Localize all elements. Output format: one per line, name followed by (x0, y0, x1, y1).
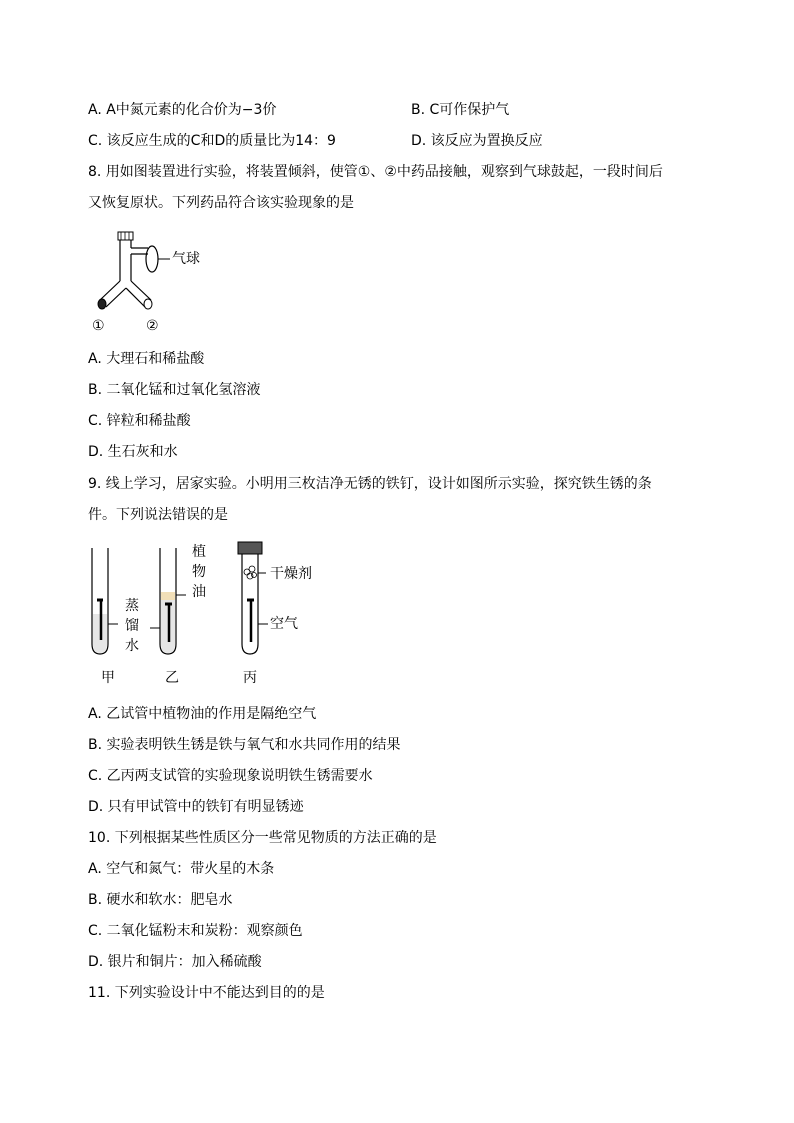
distilled-water-label-3: 水 (125, 638, 139, 654)
tube-yi-label: 乙 (165, 670, 179, 686)
air-label: 空气 (270, 616, 298, 632)
q10-stem: 10. 下列根据某些性质区分一些常见物质的方法正确的是 (88, 830, 437, 846)
q9-test-tubes-figure (88, 540, 348, 690)
tube-1-label: ① (92, 318, 105, 334)
q9-option-b: B. 实验表明铁生锈是铁与氧气和水共同作用的结果 (88, 737, 401, 753)
q9-option-c: C. 乙丙两支试管的实验现象说明铁生锈需要水 (88, 768, 373, 784)
q8-option-a: A. 大理石和稀盐酸 (88, 351, 205, 367)
q9-stem-line2: 件。下列说法错误的是 (88, 507, 228, 523)
tube-2-label: ② (146, 318, 159, 334)
q10-option-b: B. 硬水和软水：肥皂水 (88, 892, 233, 908)
q8-option-b: B. 二氧化锰和过氧化氢溶液 (88, 382, 261, 398)
q8-option-c: C. 锌粒和稀盐酸 (88, 413, 191, 429)
q8-stem-line2: 又恢复原状。下列药品符合该实验现象的是 (88, 195, 354, 211)
vegetable-oil-label-2: 物 (192, 564, 206, 580)
vegetable-oil-label-3: 油 (192, 584, 206, 600)
q8-stem-line1: 8. 用如图装置进行实验，将装置倾斜，使管①、②中药品接触，观察到气球鼓起，一段时间后 (88, 164, 663, 180)
q10-option-a: A. 空气和氮气：带火星的木条 (88, 861, 275, 877)
q8-option-d: D. 生石灰和水 (88, 444, 178, 460)
q11-stem: 11. 下列实验设计中不能达到目的的是 (88, 985, 325, 1001)
q10-option-c: C. 二氧化锰粉末和炭粉：观察颜色 (88, 923, 303, 939)
q7-option-b: B. C可作保护气 (411, 102, 510, 118)
q8-y-tube-figure (88, 226, 218, 336)
tube-jia-label: 甲 (101, 670, 115, 686)
q10-option-d: D. 银片和铜片：加入稀硫酸 (88, 954, 262, 970)
q9-option-d: D. 只有甲试管中的铁钉有明显锈迹 (88, 799, 304, 815)
distilled-water-label-2: 馏 (125, 618, 139, 634)
desiccant-label: 干燥剂 (270, 566, 312, 582)
vegetable-oil-label-1: 植 (192, 544, 206, 560)
balloon-label: 气球 (172, 251, 200, 267)
tube-bing-label: 丙 (243, 670, 257, 686)
q9-option-a: A. 乙试管中植物油的作用是隔绝空气 (88, 706, 317, 722)
q7-option-d: D. 该反应为置换反应 (411, 133, 543, 149)
q7-option-a: A. A中氮元素的化合价为−3价 (88, 102, 277, 118)
distilled-water-label-1: 蒸 (125, 598, 139, 614)
q9-stem-line1: 9. 线上学习，居家实验。小明用三枚洁净无锈的铁钉，设计如图所示实验，探究铁生锈的条 (88, 476, 652, 492)
q7-option-c: C. 该反应生成的C和D的质量比为14：9 (88, 133, 336, 149)
